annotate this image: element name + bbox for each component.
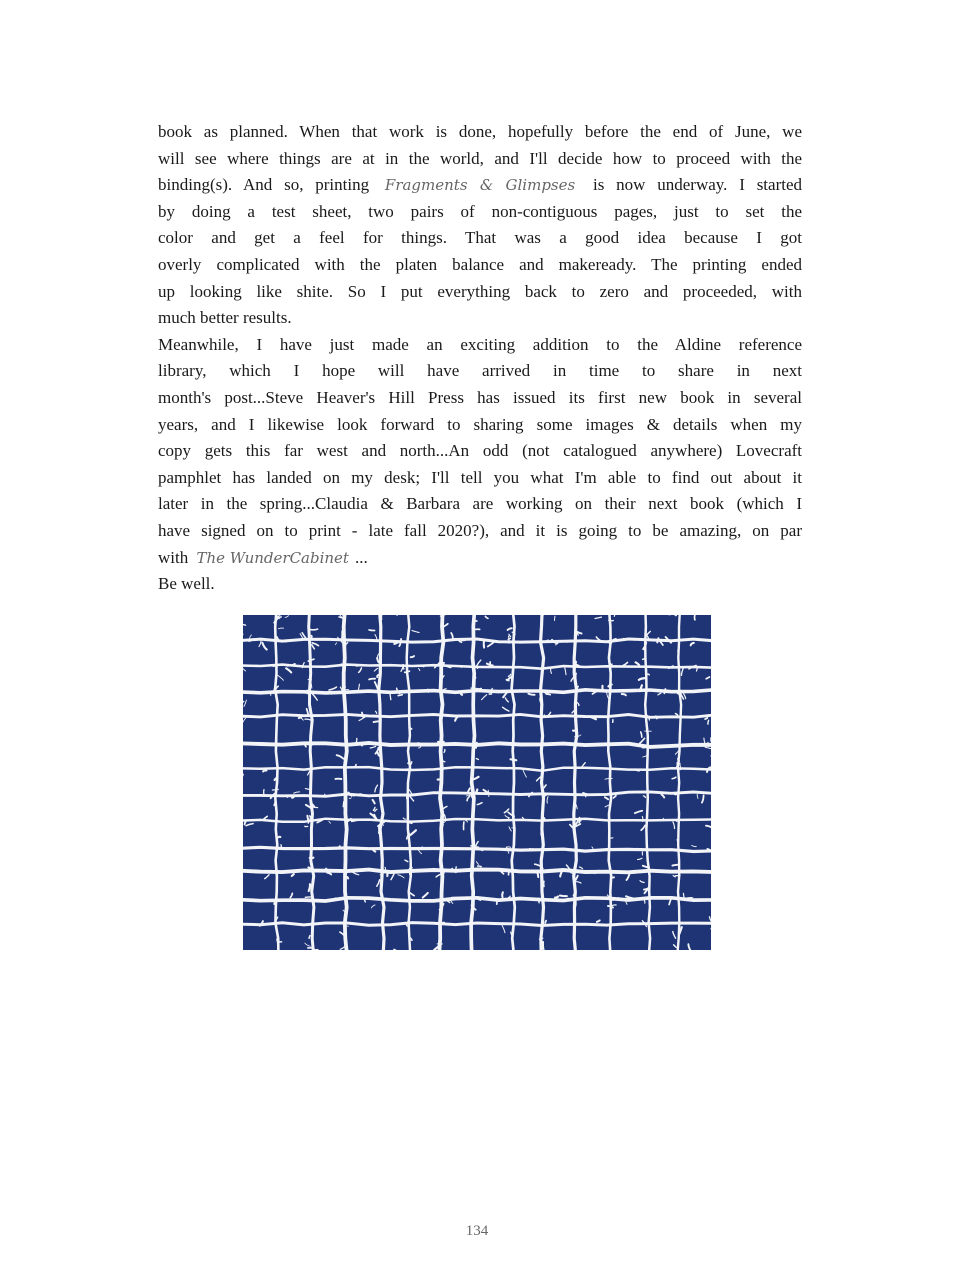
ink-spur xyxy=(405,860,408,861)
ink-spur xyxy=(412,631,419,633)
ink-spur xyxy=(537,871,539,877)
ink-spur xyxy=(547,797,548,803)
ink-spur xyxy=(664,689,665,693)
ink-spur xyxy=(613,639,616,640)
ink-spur xyxy=(565,668,566,675)
ink-spur xyxy=(377,658,379,663)
ink-spur xyxy=(305,719,311,720)
ink-spur xyxy=(508,628,512,630)
ink-spur xyxy=(639,738,644,743)
ink-spur xyxy=(680,763,681,767)
ink-spur xyxy=(309,884,310,891)
ink-spur xyxy=(614,796,617,798)
ink-spur xyxy=(614,615,615,616)
ink-spur xyxy=(311,636,312,638)
text-line: library, which I hope will have arrived in time to share in next xyxy=(158,361,802,381)
ink-spur xyxy=(482,695,487,700)
text-segment: binding(s). And so, printing xyxy=(158,175,370,195)
ink-spur xyxy=(485,616,488,618)
ink-spur xyxy=(673,822,675,829)
ink-spur xyxy=(405,671,410,672)
ink-spur xyxy=(672,777,676,778)
ink-spur xyxy=(467,796,470,801)
page-number: 134 xyxy=(465,1223,489,1239)
ink-spur xyxy=(281,845,282,849)
ink-spur xyxy=(502,925,505,932)
ink-spur xyxy=(409,728,411,729)
ink-spur xyxy=(643,796,645,798)
ink-spur xyxy=(278,628,283,629)
ink-spur xyxy=(502,892,503,897)
ink-spur xyxy=(279,617,281,619)
ink-spur xyxy=(676,763,677,768)
ink-spur xyxy=(243,624,246,626)
ink-spur xyxy=(609,643,611,644)
ink-spur xyxy=(411,656,415,657)
ink-spur xyxy=(706,677,709,679)
ink-spur xyxy=(697,794,698,798)
ink-spur xyxy=(338,846,340,847)
ink-spur xyxy=(612,877,614,878)
ink-spur xyxy=(274,803,275,805)
ink-spur xyxy=(523,770,526,777)
text-line: later in the spring...Claudia & Barbara are working on their next book (which I xyxy=(158,494,802,514)
ink-spur xyxy=(312,643,318,646)
ink-spur xyxy=(307,709,309,715)
ink-spur xyxy=(243,701,244,702)
ink-spur xyxy=(688,944,691,950)
ink-spur xyxy=(375,785,378,792)
ink-spur xyxy=(576,804,577,809)
text-line: will see where things are at in the world, and I'll decide how to proceed with the xyxy=(158,148,802,168)
ink-spur xyxy=(442,821,443,825)
ink-spur xyxy=(509,827,511,831)
ink-spur xyxy=(423,893,428,898)
ink-spur xyxy=(560,872,562,877)
ink-spur xyxy=(310,629,317,630)
ink-spur xyxy=(477,660,481,666)
ink-spur xyxy=(672,865,679,866)
ink-spur xyxy=(674,945,677,948)
ink-spur xyxy=(263,770,266,771)
ink-spur xyxy=(705,718,707,719)
ink-spur xyxy=(692,845,697,846)
ink-spur xyxy=(641,826,645,831)
ink-spur xyxy=(478,866,482,867)
ink-spur xyxy=(691,643,694,645)
text-segment: with xyxy=(158,547,189,567)
ink-spur xyxy=(409,822,412,823)
ink-spur xyxy=(403,818,406,819)
ink-spur xyxy=(451,900,453,903)
ink-spur xyxy=(623,662,628,665)
ink-spur xyxy=(674,794,676,795)
ink-spur xyxy=(372,905,376,908)
ink-spur xyxy=(370,746,375,748)
ink-spur xyxy=(579,820,580,823)
text-line: Be well. xyxy=(158,574,215,594)
ink-spur xyxy=(286,668,291,672)
ink-spur xyxy=(585,794,586,797)
ink-spur xyxy=(708,720,709,724)
ink-spur xyxy=(551,668,552,673)
ink-spur xyxy=(555,897,558,898)
ink-spur xyxy=(673,932,676,939)
ink-spur xyxy=(244,700,247,706)
ink-spur xyxy=(337,755,344,759)
ink-spur xyxy=(329,687,336,690)
ink-spur xyxy=(611,666,612,672)
ink-spur xyxy=(597,920,600,922)
ink-spur xyxy=(641,732,642,737)
ink-spur xyxy=(677,820,679,821)
ink-spur xyxy=(575,902,576,908)
body-text xyxy=(158,119,802,598)
ink-spur xyxy=(274,902,275,904)
ink-spur xyxy=(375,682,378,689)
ink-spur xyxy=(250,635,252,639)
ink-spur xyxy=(444,749,445,752)
ink-spur xyxy=(385,867,386,870)
ink-spur xyxy=(619,690,626,691)
ink-spur xyxy=(710,917,712,922)
ink-spur xyxy=(359,717,365,721)
ink-spur xyxy=(639,678,646,680)
ink-spur xyxy=(307,816,308,821)
grid-pattern-illustration xyxy=(243,615,711,950)
ink-spur xyxy=(375,898,379,899)
text-segment: is now underway. I started xyxy=(593,175,803,195)
ink-spur xyxy=(488,642,494,646)
ink-spur xyxy=(305,943,310,946)
closing-line xyxy=(158,571,802,598)
ink-spur xyxy=(544,785,546,788)
ink-spur xyxy=(476,842,479,847)
ink-spur xyxy=(264,790,265,797)
text-line: up looking like shite. So I put everything back to zero and proceeded, with xyxy=(158,281,802,301)
ink-spur xyxy=(560,896,567,897)
ink-spur xyxy=(440,784,441,788)
ink-spur xyxy=(451,633,453,639)
ink-spur xyxy=(509,896,510,898)
ink-spur xyxy=(441,615,446,616)
ink-spur xyxy=(579,867,582,869)
ink-spur xyxy=(662,795,665,798)
ink-spur xyxy=(314,949,318,950)
ink-spur xyxy=(657,638,658,642)
ink-spur xyxy=(627,874,630,880)
ink-spur xyxy=(369,679,375,680)
text-line: color and get a feel for things. That was a good idea because I got xyxy=(158,228,802,248)
ink-spur xyxy=(658,693,661,695)
ink-spur xyxy=(313,694,318,700)
ink-spur xyxy=(466,820,468,822)
ink-spur xyxy=(369,630,375,631)
ink-spur xyxy=(249,641,252,642)
ink-spur xyxy=(398,695,402,696)
ink-spur xyxy=(505,698,508,702)
ink-spur xyxy=(292,874,294,876)
ink-spur xyxy=(609,617,610,620)
ink-spur xyxy=(294,792,300,793)
ink-spur xyxy=(509,871,510,875)
ink-spur xyxy=(410,830,416,835)
text-line: book as planned. When that work is done, hopefully before the end of June, we xyxy=(158,122,802,141)
ink-spur xyxy=(375,809,377,811)
ink-spur xyxy=(374,721,379,722)
ink-spur xyxy=(310,858,314,859)
ink-spur xyxy=(420,666,424,667)
ink-spur xyxy=(309,936,310,939)
ink-spur xyxy=(365,900,366,902)
ink-spur xyxy=(272,789,278,790)
ink-spur xyxy=(477,803,482,805)
text-line: copy gets this far west and north...An odd (not catalogued anywhere) Lovecraft xyxy=(158,441,802,461)
ink-spur xyxy=(327,873,331,875)
ink-spur xyxy=(362,713,363,718)
ink-spur xyxy=(409,796,413,801)
ink-spur xyxy=(678,647,679,651)
ink-spur xyxy=(476,759,478,760)
ink-spur xyxy=(544,818,545,820)
ink-spur xyxy=(312,645,315,649)
ink-spur xyxy=(375,635,377,639)
text-line: pamphlet has landed on my desk; I'll tell you what I'm able to find out about it xyxy=(158,467,802,487)
ink-spur xyxy=(355,765,356,768)
book-title-wundercabinet: The WunderCabinet xyxy=(196,548,349,567)
ink-spur xyxy=(265,875,269,879)
ink-spur xyxy=(702,795,704,802)
ink-spur xyxy=(706,826,711,828)
ink-spur xyxy=(382,615,383,620)
ink-spur xyxy=(308,947,313,948)
book-title-fragments-glimpses: Fragments & Glimpses xyxy=(384,176,576,195)
ink-spur xyxy=(278,837,281,838)
ink-spur xyxy=(343,802,344,807)
grid-horizontal-line xyxy=(243,767,711,771)
ink-spur xyxy=(376,711,377,713)
paragraph-meanwhile xyxy=(158,332,802,571)
ink-spur xyxy=(634,770,639,771)
ink-spur xyxy=(511,759,517,760)
ink-spur xyxy=(503,707,509,711)
ink-spur xyxy=(578,703,579,706)
text-segment: ... xyxy=(354,547,368,567)
ink-spur xyxy=(607,692,609,699)
ink-spur xyxy=(329,822,331,824)
text-line: by doing a test sheet, two pairs of non-contiguous pages, just to set the xyxy=(158,201,802,221)
ink-spur xyxy=(278,941,282,942)
ink-spur xyxy=(707,849,709,850)
ink-spur xyxy=(638,858,643,859)
ink-spur xyxy=(612,905,616,906)
text-line-with-title xyxy=(158,545,802,572)
ink-spur xyxy=(476,862,478,865)
ink-spur xyxy=(377,880,380,886)
ink-spur xyxy=(359,668,362,673)
ink-spur xyxy=(343,645,344,648)
ink-spur xyxy=(391,874,394,879)
ink-spur xyxy=(636,662,640,665)
ink-spur xyxy=(398,875,404,878)
ink-spur xyxy=(528,694,534,695)
ink-spur xyxy=(246,824,253,826)
text-line: Meanwhile, I have just made an exciting addition to the Aldine reference xyxy=(158,334,802,354)
ink-spur xyxy=(373,800,375,804)
ink-spur xyxy=(305,789,309,790)
ink-spur xyxy=(276,779,277,784)
ink-spur xyxy=(646,672,647,674)
ink-spur xyxy=(262,643,266,650)
text-line: years, and I likewise look forward to sharing some images & details when my xyxy=(158,414,802,434)
ink-spur xyxy=(245,820,248,824)
ink-spur xyxy=(405,769,413,770)
grid-horizontal-line xyxy=(243,714,711,717)
ink-spur xyxy=(408,763,410,764)
grid-horizontal-line xyxy=(243,870,711,873)
ink-spur xyxy=(394,950,398,951)
ink-spur xyxy=(635,811,642,813)
ink-spur xyxy=(476,790,477,793)
ink-spur xyxy=(681,668,683,675)
ink-spur xyxy=(285,616,289,618)
ink-spur xyxy=(642,817,643,822)
ink-spur xyxy=(474,777,479,779)
ink-spur xyxy=(455,717,458,721)
grid-horizontal-line xyxy=(243,923,711,926)
ink-spur xyxy=(290,893,292,897)
ink-spur xyxy=(292,797,294,798)
ink-spur xyxy=(373,807,375,810)
ink-spur xyxy=(273,665,279,666)
ink-spur xyxy=(505,815,509,818)
ink-spur xyxy=(354,794,362,795)
ink-spur xyxy=(428,690,429,692)
ink-spur xyxy=(419,668,420,670)
text-line: month's post...Steve Heaver's Hill Press has issued its first new book in several xyxy=(158,387,802,407)
ink-spur xyxy=(335,643,336,645)
ink-spur xyxy=(545,921,546,923)
ink-spur xyxy=(506,847,510,848)
ink-spur xyxy=(438,779,442,780)
ink-spur xyxy=(697,668,698,671)
ink-spur xyxy=(476,743,477,748)
text-line: overly complicated with the platen balance and makeready. The printing ended xyxy=(158,254,802,274)
ink-spur xyxy=(575,662,576,668)
text-line-with-title xyxy=(158,172,802,199)
ink-spur xyxy=(622,694,626,695)
ink-spur xyxy=(595,617,602,618)
text-line: have signed on to print - late fall 2020?), and it is going to be amazing, on par xyxy=(158,520,802,540)
ink-spur xyxy=(644,900,645,903)
grid-horizontal-line xyxy=(243,639,711,642)
ink-spur xyxy=(683,893,684,899)
ink-spur xyxy=(278,675,284,680)
ink-spur xyxy=(640,881,644,883)
ink-spur xyxy=(259,640,261,646)
ink-spur xyxy=(374,668,377,671)
text-line: much better results. xyxy=(158,308,292,328)
ink-spur xyxy=(605,797,608,799)
ink-spur xyxy=(647,674,650,675)
ink-spur xyxy=(705,747,711,749)
ink-spur xyxy=(508,674,510,676)
ink-spur xyxy=(541,831,542,836)
printed-grid-pattern-image xyxy=(243,615,711,950)
ink-spur xyxy=(349,798,351,799)
paragraph-printing-update xyxy=(158,119,802,332)
